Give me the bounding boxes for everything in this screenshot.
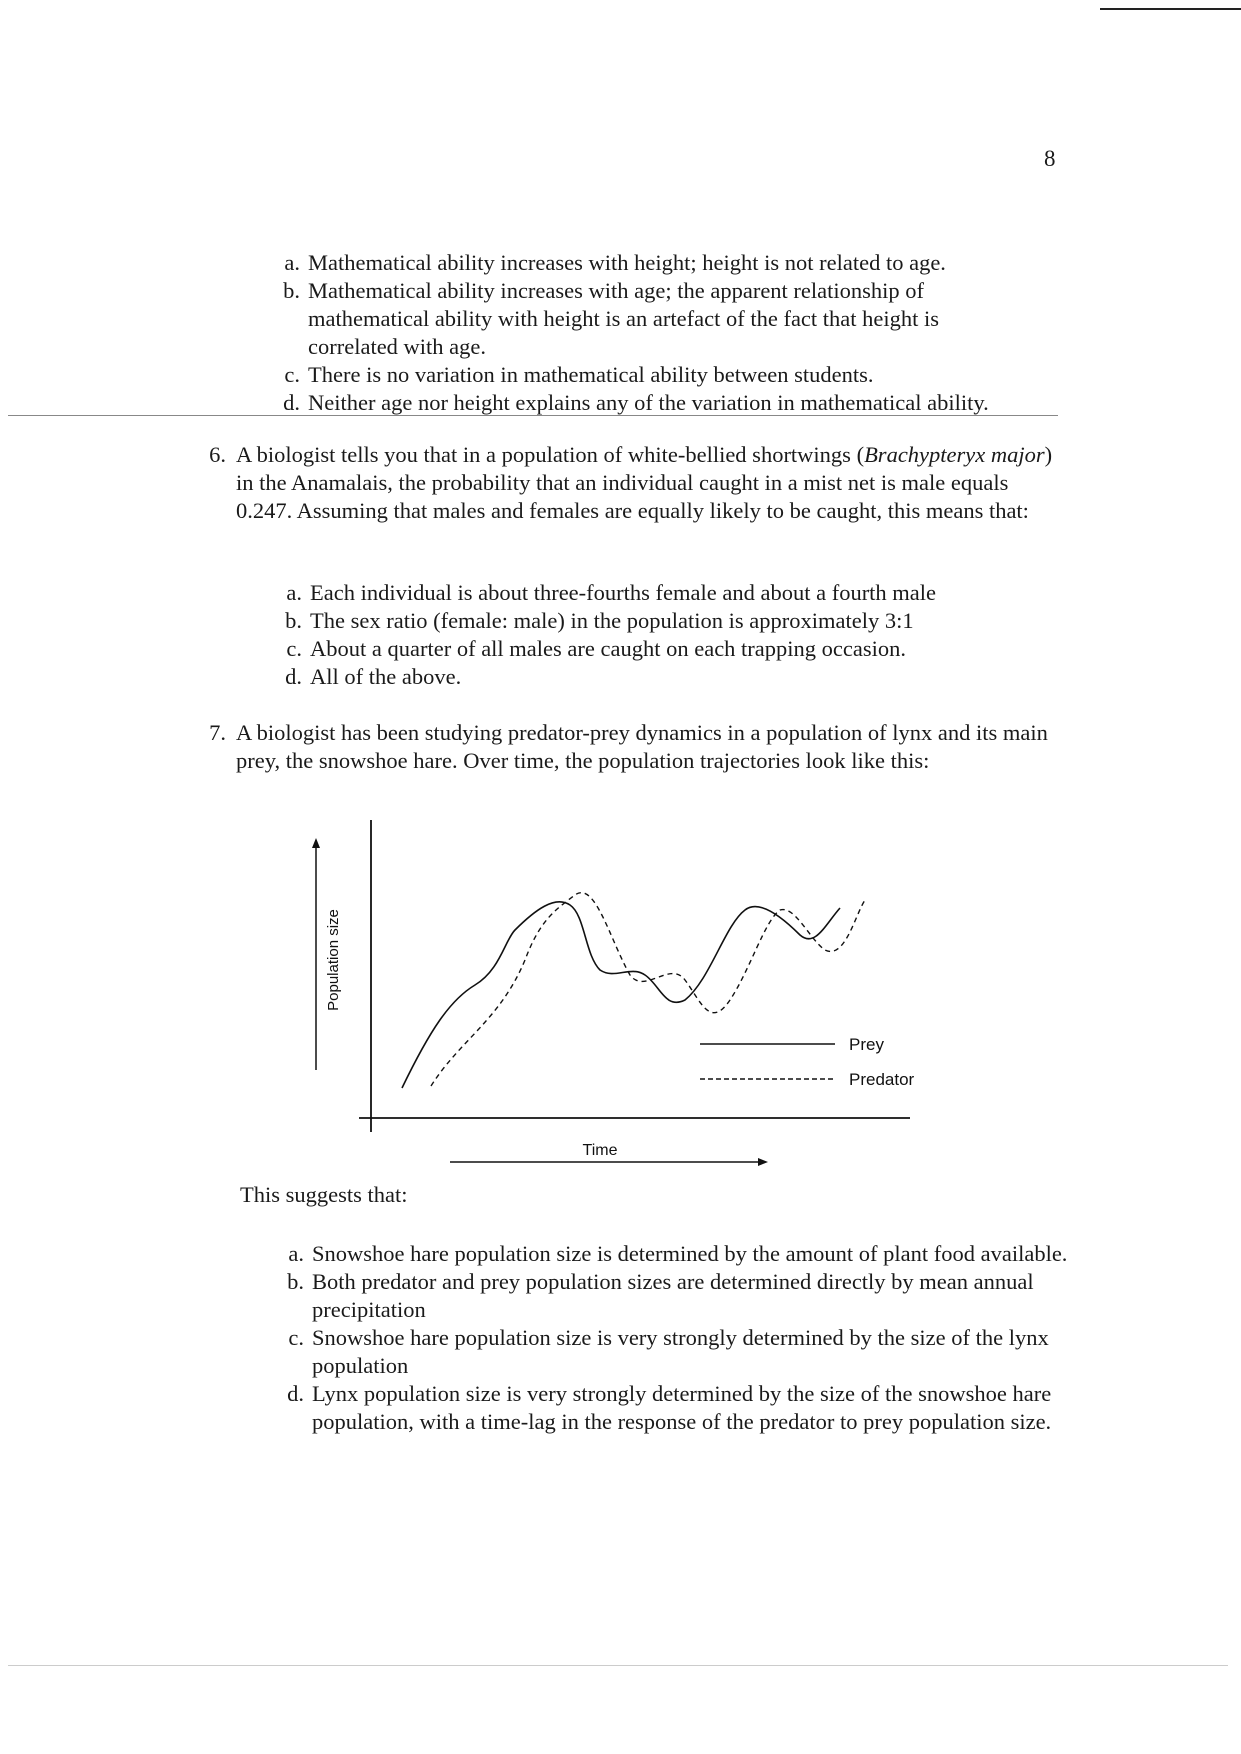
option-text: Snowshoe hare population size is determined by the amount of plant food available. (312, 1241, 1068, 1266)
q5-options (268, 249, 1028, 417)
legend-prey-label: Prey (849, 1035, 884, 1054)
legend-predator-label: Predator (849, 1070, 915, 1089)
option-text: About a quarter of all males are caught on each trapping occasion. (310, 636, 907, 661)
question-7 (209, 719, 1056, 775)
prey-curve (402, 902, 840, 1088)
q6-options (270, 579, 1030, 691)
option-text: Mathematical ability increases with age; the apparent relationship of mathematical ability with height is an artefact of the fact that height is correlated with age. (308, 278, 940, 359)
q7-options (272, 1240, 1072, 1436)
x-axis-label: Time (582, 1142, 618, 1159)
option-text: Each individual is about three-fourths female and about a fourth male (310, 580, 937, 605)
option-letter: c. (286, 636, 302, 661)
option-letter: d. (283, 390, 300, 415)
option-text: Lynx population size is very strongly determined by the size of the snowshoe hare population, with a time-lag in the response of the predator to prey population size. (312, 1381, 1052, 1434)
bottom-edge-rule (8, 1665, 1228, 1666)
question-6 (209, 441, 1066, 525)
page-number: 8 (1044, 146, 1056, 171)
stem-text-end: ) in the Anamalais, the probability that an individual caught in a mist net is male equals 0.247. Assuming that males and females are equally likely to be caught, this means that: (236, 442, 1053, 523)
option-letter: d. (285, 664, 302, 689)
option-letter: a. (286, 580, 302, 605)
q6-option-c (270, 635, 1030, 663)
predator-prey-figure (300, 810, 940, 1180)
option-text: All of the above. (310, 664, 462, 689)
section-divider (8, 415, 1058, 416)
this-suggests-text: This suggests that: (240, 1182, 408, 1207)
q5-option-c (268, 361, 1028, 389)
option-text: There is no variation in mathematical ability between students. (308, 362, 874, 387)
option-letter: b. (285, 608, 302, 633)
predator-curve (431, 893, 865, 1086)
option-text: Both predator and prey population sizes are determined directly by mean annual precipitation (312, 1269, 1034, 1322)
option-text: Mathematical ability increases with height; height is not related to age. (308, 250, 946, 275)
q7-option-c (272, 1324, 1072, 1380)
option-letter: a. (284, 250, 300, 275)
x-arrow-head (758, 1158, 768, 1166)
option-letter: b. (287, 1269, 304, 1294)
q7-option-d (272, 1380, 1072, 1436)
option-letter: b. (283, 278, 300, 303)
option-text: The sex ratio (female: male) in the population is approximately 3:1 (310, 608, 914, 633)
stem-text-start: A biologist tells you that in a population of white-bellied shortwings ( (236, 442, 865, 467)
question-stem (236, 442, 1052, 523)
question-number: 6. (209, 442, 226, 467)
option-text: Neither age nor height explains any of the variation in mathematical ability. (308, 390, 989, 415)
question-number: 7. (209, 720, 226, 745)
species-name: Brachypteryx major (864, 442, 1045, 467)
q7-option-a (272, 1240, 1072, 1268)
q5-option-b (268, 277, 1028, 361)
predator-prey-svg (300, 810, 940, 1180)
q6-option-b (270, 607, 1030, 635)
q6-option-a (270, 579, 1030, 607)
q5-option-d (268, 389, 1028, 417)
q5-option-a (268, 249, 1028, 277)
top-edge-rule (1100, 8, 1241, 10)
option-text: Snowshoe hare population size is very strongly determined by the size of the lynx population (312, 1325, 1049, 1378)
option-letter: d. (287, 1381, 304, 1406)
option-letter: c. (284, 362, 300, 387)
q6-option-d (270, 663, 1030, 691)
q7-option-b (272, 1268, 1072, 1324)
option-letter: c. (288, 1325, 304, 1350)
question-stem: A biologist has been studying predator-prey dynamics in a population of lynx and its main prey, the snowshoe hare. Over time, the population trajectories look like this: (236, 720, 1048, 773)
option-letter: a. (288, 1241, 304, 1266)
y-arrow-head (312, 838, 320, 848)
y-axis-label: Population size (325, 909, 342, 1011)
